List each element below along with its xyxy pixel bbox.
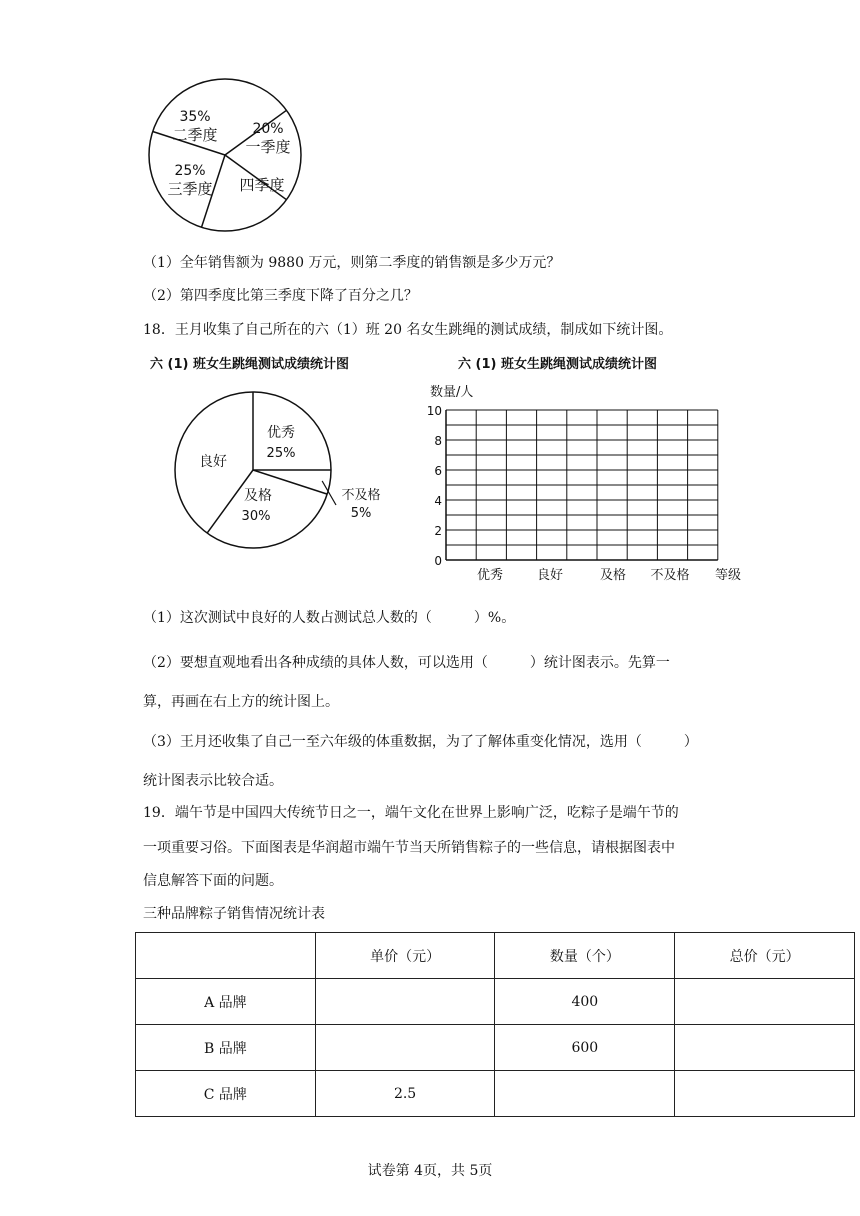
q18-part3-line1: （3）王月还收集了自己一至六年级的体重数据，为了了解体重变化情况，选用（ ） xyxy=(143,734,698,750)
x-axis-label: 等级 xyxy=(714,568,742,583)
y-tick-label: 4 xyxy=(434,494,442,508)
table-cell: B 品牌 xyxy=(136,1025,316,1071)
table-cell xyxy=(495,1071,675,1117)
q18-part1: （1）这次测试中良好的人数占测试总人数的（ ）%。 xyxy=(143,610,516,626)
pie-slice-label: 良好 xyxy=(199,454,227,470)
pie-slice-label: 优秀 xyxy=(267,425,295,441)
header-cell: 单价（元） xyxy=(315,933,495,979)
header-cell xyxy=(136,933,316,979)
q17-part2: （2）第四季度比第三季度下降了百分之几？ xyxy=(143,288,418,304)
pie-slice-percent-label: 30% xyxy=(241,509,271,524)
table-cell xyxy=(315,979,495,1025)
pie-slice-percent-label: 20% xyxy=(252,121,284,137)
y-tick-label: 0 xyxy=(434,554,442,568)
table-row xyxy=(136,1025,855,1071)
y-tick-label: 6 xyxy=(434,464,442,478)
q17-part1: （1）全年销售额为 9880 万元，则第二季度的销售额是多少万元？ xyxy=(143,255,561,271)
pie-slice-label: 不及格 xyxy=(341,488,381,503)
y-axis-label: 数量/人 xyxy=(430,385,474,400)
header-cell: 总价（元） xyxy=(675,933,855,979)
page-footer: 试卷第 4页，共 5页 xyxy=(367,1163,493,1179)
table-cell: 400 xyxy=(495,979,675,1025)
table-cell xyxy=(675,1025,855,1071)
table-cell: 2.5 xyxy=(315,1071,495,1117)
pie-slice-label: 一季度 xyxy=(245,138,291,156)
grade-bar-chart xyxy=(420,378,760,588)
y-tick-label: 10 xyxy=(426,404,442,418)
x-tick-label: 及格 xyxy=(599,568,627,583)
table-cell: A 品牌 xyxy=(136,979,316,1025)
q19-line1: 19．端午节是中国四大传统节日之一，端午文化在世界上影响广泛，吃粽子是端午节的 xyxy=(143,805,679,821)
pie-slice-label: 及格 xyxy=(244,488,272,504)
q19-table-title: 三种品牌粽子销售情况统计表 xyxy=(143,906,325,922)
y-tick-label: 2 xyxy=(434,524,442,538)
pie-slice-percent-label: 25% xyxy=(266,446,296,461)
table-row xyxy=(136,1071,855,1117)
pie-slice-label: 四季度 xyxy=(239,176,285,194)
grade-pie-chart xyxy=(165,382,395,562)
table-cell xyxy=(675,1071,855,1117)
pie-slice-percent-label: 25% xyxy=(174,163,206,179)
q18-part2-line1: （2）要想直观地看出各种成绩的具体人数，可以选用（ ）统计图表示。先算一 xyxy=(143,655,670,671)
pie2-title: 六 (1) 班女生跳绳测试成绩统计图 xyxy=(150,357,349,372)
q19-line2: 一项重要习俗。下面图表是华润超市端午节当天所销售粽子的一些信息，请根据图表中 xyxy=(143,840,675,856)
pie-slice-percent-label: 5% xyxy=(350,506,372,521)
pie-slice-percent-label: 35% xyxy=(179,109,211,125)
q18-part3-line2: 统计图表示比较合适。 xyxy=(143,773,283,789)
q19-line3: 信息解答下面的问题。 xyxy=(143,873,283,889)
q18-intro: 18．王月收集了自己所在的六（1）班 20 名女生跳绳的测试成绩，制成如下统计图。 xyxy=(143,322,673,338)
pie-slice-label: 二季度 xyxy=(172,126,218,144)
x-tick-label: 良好 xyxy=(536,568,564,583)
table-cell: 600 xyxy=(495,1025,675,1071)
quarter-sales-pie-chart xyxy=(140,78,310,238)
y-tick-label: 8 xyxy=(434,434,442,448)
x-tick-label: 优秀 xyxy=(476,568,504,583)
table-cell xyxy=(315,1025,495,1071)
x-tick-label: 不及格 xyxy=(650,568,690,583)
q18-part2-line2: 算，再画在右上方的统计图上。 xyxy=(143,694,339,710)
header-cell: 数量（个） xyxy=(495,933,675,979)
table-row xyxy=(136,979,855,1025)
bar-chart-title: 六 (1) 班女生跳绳测试成绩统计图 xyxy=(458,357,657,372)
table-cell: C 品牌 xyxy=(136,1071,316,1117)
zongzi-sales-table xyxy=(135,932,855,1117)
table-header-row xyxy=(136,933,855,979)
table-cell xyxy=(675,979,855,1025)
pie-slice-label: 三季度 xyxy=(167,180,213,198)
